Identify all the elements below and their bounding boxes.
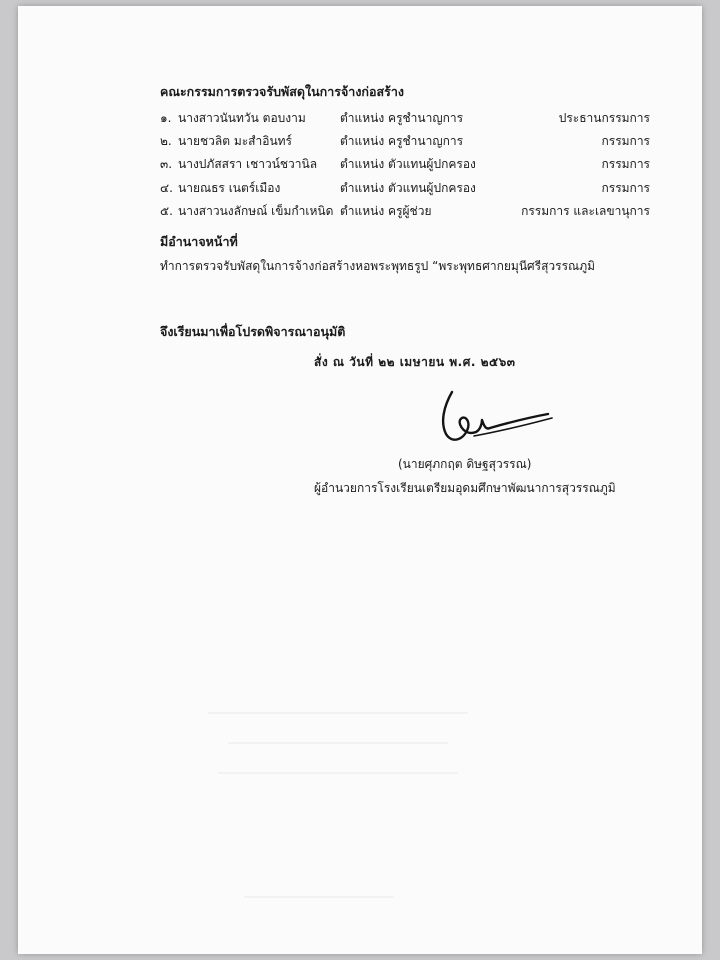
member-position: ตำแหน่ง ครูชำนาญการ <box>340 111 464 125</box>
member-name: นางสาวนงลักษณ์ เข็มกำเหนิด <box>178 204 334 218</box>
committee-heading: คณะกรรมการตรวจรับพัสดุในการจ้างก่อสร้าง <box>160 84 404 99</box>
member-name: นางปภัสสรา เชาวน์ชวานิล <box>178 157 318 171</box>
duty-text: ทำการตรวจรับพัสดุในการจ้างก่อสร้างหอพระพุทธรูป “พระพุทธศากยมุนีศรีสุวรรณภูมิ <box>160 259 596 273</box>
member-position: ตำแหน่ง ตัวแทนผู้ปกครอง <box>340 181 476 195</box>
member-position: ตำแหน่ง ครูผู้ช่วย <box>340 204 432 218</box>
duty-heading: มีอำนาจหน้าที่ <box>160 234 238 249</box>
committee-member-row <box>18 133 702 151</box>
bleed-through-mark <box>218 772 458 774</box>
committee-member-row <box>18 180 702 198</box>
committee-member-row <box>18 110 702 128</box>
bleed-through-mark <box>244 896 394 898</box>
member-name: นายณธร เนตร์เมือง <box>178 181 281 195</box>
member-role: ประธานกรรมการ <box>558 111 650 125</box>
document-body <box>18 6 702 954</box>
bleed-through-mark <box>208 712 468 714</box>
member-role: กรรมการ <box>601 134 650 148</box>
committee-member-row <box>18 203 702 221</box>
order-date: สั่ง ณ วันที่ ๒๒ เมษายน พ.ศ. ๒๕๖๓ <box>314 355 516 369</box>
member-number: ๒. <box>160 134 172 148</box>
member-role: กรรมการ <box>601 157 650 171</box>
member-role: กรรมการ <box>601 181 650 195</box>
member-number: ๔. <box>160 181 173 195</box>
signer-name: (นายศุภกฤต ดิษฐสุวรรณ) <box>398 457 532 471</box>
committee-member-row <box>18 156 702 174</box>
member-position: ตำแหน่ง ตัวแทนผู้ปกครอง <box>340 157 476 171</box>
closing-line: จึงเรียนมาเพื่อโปรดพิจารณาอนุมัติ <box>160 324 346 339</box>
member-name: นางสาวนันทวัน ตอบงาม <box>178 111 306 125</box>
document-page <box>18 6 702 954</box>
member-number: ๕. <box>160 204 173 218</box>
bleed-through-mark <box>228 742 448 744</box>
handwritten-signature <box>430 384 560 456</box>
member-role: กรรมการ และเลขานุการ <box>521 204 650 218</box>
member-position: ตำแหน่ง ครูชำนาญการ <box>340 134 464 148</box>
member-number: ๓. <box>160 157 173 171</box>
member-name: นายชวลิต มะสำอินทร์ <box>178 134 292 148</box>
member-number: ๑. <box>160 111 172 125</box>
signer-title: ผู้อำนวยการโรงเรียนเตรียมอุดมศึกษาพัฒนาการสุวรรณภูมิ <box>314 481 616 495</box>
